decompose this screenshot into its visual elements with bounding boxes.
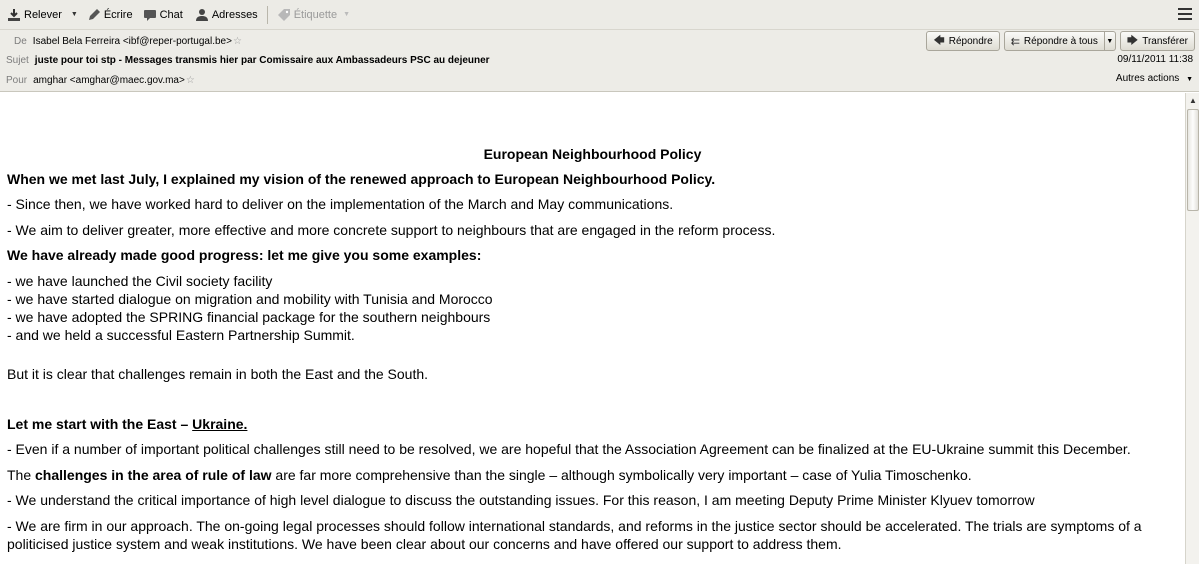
body-paragraph <box>7 246 1175 264</box>
to-value[interactable]: amghar <amghar@maec.gov.ma> <box>33 74 185 86</box>
reply-button[interactable] <box>926 31 999 51</box>
contact-person-icon <box>195 8 209 22</box>
list-item: - we have launched the Civil society facility <box>7 273 273 289</box>
chat-bubble-icon <box>143 8 157 22</box>
chat-label: Chat <box>159 8 183 21</box>
list-item: - and we held a successful Eastern Partnership Summit. <box>7 327 355 343</box>
get-mail-label: Relever <box>24 8 62 21</box>
subject-label: Sujet <box>6 54 29 66</box>
pencil-icon <box>87 8 101 22</box>
bold-text: Let me start with the East – <box>7 416 193 432</box>
body-paragraph: But it is clear that challenges remain in both the East and the South. <box>7 366 429 382</box>
body-title: European Neighbourhood Policy <box>483 146 702 162</box>
reply-all-button[interactable] <box>1004 31 1105 51</box>
main-toolbar <box>0 0 1199 30</box>
scrollbar-thumb[interactable] <box>1187 109 1199 211</box>
bold-text: When we met last July, I explained my vision of the renewed approach to European Neighbourhood Policy. <box>7 171 716 187</box>
forward-button[interactable] <box>1120 31 1195 51</box>
text-span: The <box>7 467 36 483</box>
bold-text: challenges in the area of rule of law <box>35 467 272 483</box>
vertical-scrollbar[interactable] <box>1185 93 1199 564</box>
scroll-up-icon[interactable]: ▲ <box>1189 96 1197 105</box>
list-item: - we have adopted the SPRING financial package for the southern neighbours <box>7 309 491 325</box>
reply-all-dropdown-icon[interactable]: ▼ <box>1105 31 1116 51</box>
address-book-button[interactable] <box>192 4 261 26</box>
to-label: Pour <box>6 74 28 86</box>
app-menu-icon[interactable] <box>1178 8 1192 20</box>
star-icon[interactable]: ☆ <box>185 74 195 86</box>
other-actions-menu[interactable] <box>1116 73 1193 84</box>
list-item: - we have started dialogue on migration and mobility with Tunisia and Morocco <box>7 291 493 307</box>
reply-all-arrow-icon: ⇇ <box>1010 35 1020 48</box>
reply-all-label: Répondre à tous <box>1023 35 1098 47</box>
subject-row <box>0 51 1199 69</box>
tag-icon <box>277 8 291 22</box>
download-icon <box>7 8 21 22</box>
to-row <box>0 71 1199 89</box>
from-label: De <box>14 35 27 47</box>
get-mail-dropdown-icon[interactable]: ▼ <box>70 11 78 18</box>
ukraine-underlined: Ukraine. <box>192 416 248 432</box>
subject-value: juste pour toi stp - Messages transmis hier par Comissaire aux Ambassadeurs PSC au dejeuner <box>34 54 490 66</box>
body-paragraph: - Since then, we have worked hard to deliver on the implementation of the March and May communications. <box>7 196 674 212</box>
message-date: 09/11/2011 11:38 <box>1117 54 1193 65</box>
message-header <box>0 30 1199 92</box>
address-book-label: Adresses <box>211 8 258 21</box>
from-value[interactable]: Isabel Bela Ferreira <ibf@reper-portugal.be> <box>32 35 232 47</box>
body-paragraph: - We are firm in our approach. The on-going legal processes should follow international standards, and reforms in the justice sector should be accelerated. The trials are symptoms of a politicised justice system and weak institutions. We have been clear about our concerns and have offered our support to address them. <box>7 518 1142 552</box>
toolbar-separator <box>267 6 268 24</box>
text-span: are far more comprehensive than the single – although symbolically very important – case of Yulia Timoschenko. <box>271 467 972 483</box>
body-paragraph <box>7 466 1175 484</box>
write-label: Écrire <box>103 8 133 21</box>
forward-arrow-icon: 🡆 <box>1126 34 1139 47</box>
bold-text: We have already made good progress: let me give you some examples: <box>7 247 482 263</box>
message-body <box>0 93 1185 564</box>
body-paragraph <box>7 415 1175 433</box>
body-paragraph <box>7 170 1175 188</box>
get-mail-button[interactable] <box>4 4 65 26</box>
chat-button[interactable] <box>140 4 186 26</box>
reply-arrow-icon: 🡄 <box>933 34 945 47</box>
tag-button[interactable] <box>274 4 359 26</box>
body-paragraph: - We aim to deliver greater, more effective and more concrete support to neighbours that are engaged in the reform process. <box>7 222 776 238</box>
body-paragraph: - We understand the critical importance of high level dialogue to discuss the outstanding issues. For this reason, I am meeting Deputy Prime Minister Klyuev tomorrow <box>7 492 1035 508</box>
star-icon[interactable]: ☆ <box>232 35 242 47</box>
tag-label: Étiquette <box>293 8 338 21</box>
forward-label: Transférer <box>1142 35 1188 47</box>
reply-label: Répondre <box>948 35 993 47</box>
body-paragraph: - Even if a number of important political challenges still need to be resolved, we are hopeful that the Association Agreement can be finalized at the EU-Ukraine summit this December. <box>7 441 1131 457</box>
message-actions <box>922 31 1195 51</box>
tag-dropdown-icon: ▼ <box>343 11 351 18</box>
write-button[interactable] <box>84 4 136 26</box>
other-actions-label: Autres actions <box>1115 73 1180 84</box>
other-actions-dropdown-icon: ▼ <box>1186 76 1193 83</box>
